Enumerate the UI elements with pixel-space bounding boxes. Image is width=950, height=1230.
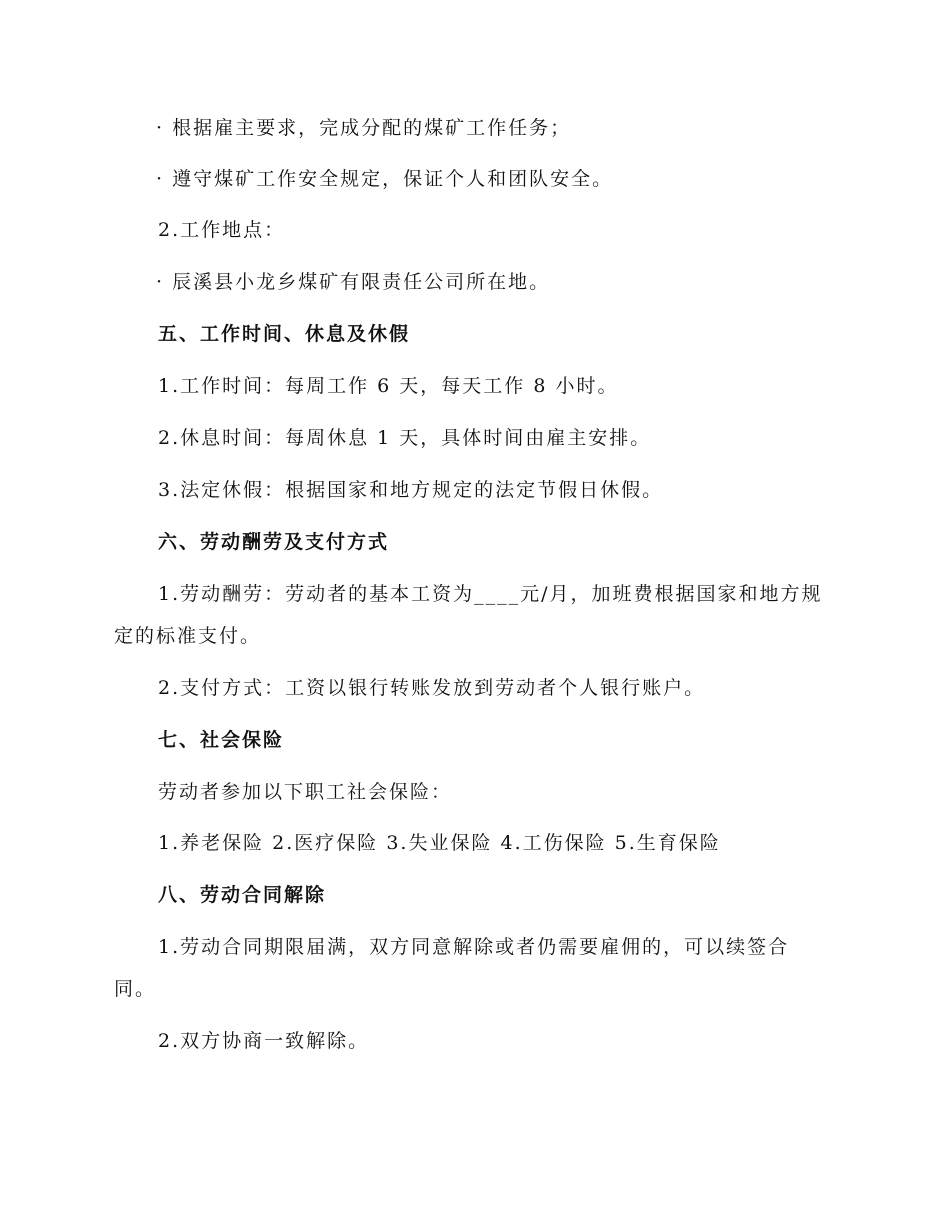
- rest-time-line: 2.休息时间：每周休息 1 天，具体时间由雇主安排。: [158, 427, 652, 449]
- section-heading-remuneration: 六、劳动酬劳及支付方式: [158, 531, 390, 553]
- bullet-safety-line: · 遵守煤矿工作安全规定，保证个人和团队安全。: [156, 168, 614, 190]
- workplace-subheading: 2.工作地点：: [158, 219, 286, 241]
- bullet-location-line: · 辰溪县小龙乡煤矿有限责任公司所在地。: [156, 271, 551, 293]
- section-heading-social-insurance: 七、社会保险: [158, 729, 285, 751]
- insurance-intro-line: 劳动者参加以下职工社会保险：: [158, 781, 453, 803]
- termination-expiry-line: 1.劳动合同期限届满，双方同意解除或者仍需要雇佣的，可以续签合: [158, 936, 790, 958]
- termination-mutual-line: 2.双方协商一致解除。: [158, 1030, 370, 1052]
- salary-line-continued: 定的标准支付。: [114, 625, 262, 647]
- holiday-line: 3.法定休假：根据国家和地方规定的法定节假日休假。: [158, 479, 664, 501]
- bullet-task-line: · 根据雇主要求，完成分配的煤矿工作任务；: [156, 117, 572, 139]
- work-hours-line: 1.工作时间：每周工作 6 天，每天工作 8 小时。: [158, 375, 619, 397]
- section-heading-termination: 八、劳动合同解除: [158, 884, 327, 906]
- insurance-list-line: 1.养老保险 2.医疗保险 3.失业保险 4.工伤保险 5.生育保险: [158, 832, 721, 854]
- termination-expiry-continued: 同。: [114, 978, 157, 1000]
- payment-method-line: 2.支付方式：工资以银行转账发放到劳动者个人银行账户。: [158, 677, 706, 699]
- salary-line: 1.劳动酬劳：劳动者的基本工资为____元/月，加班费根据国家和地方规: [158, 583, 823, 605]
- section-heading-work-time: 五、工作时间、休息及休假: [158, 323, 411, 345]
